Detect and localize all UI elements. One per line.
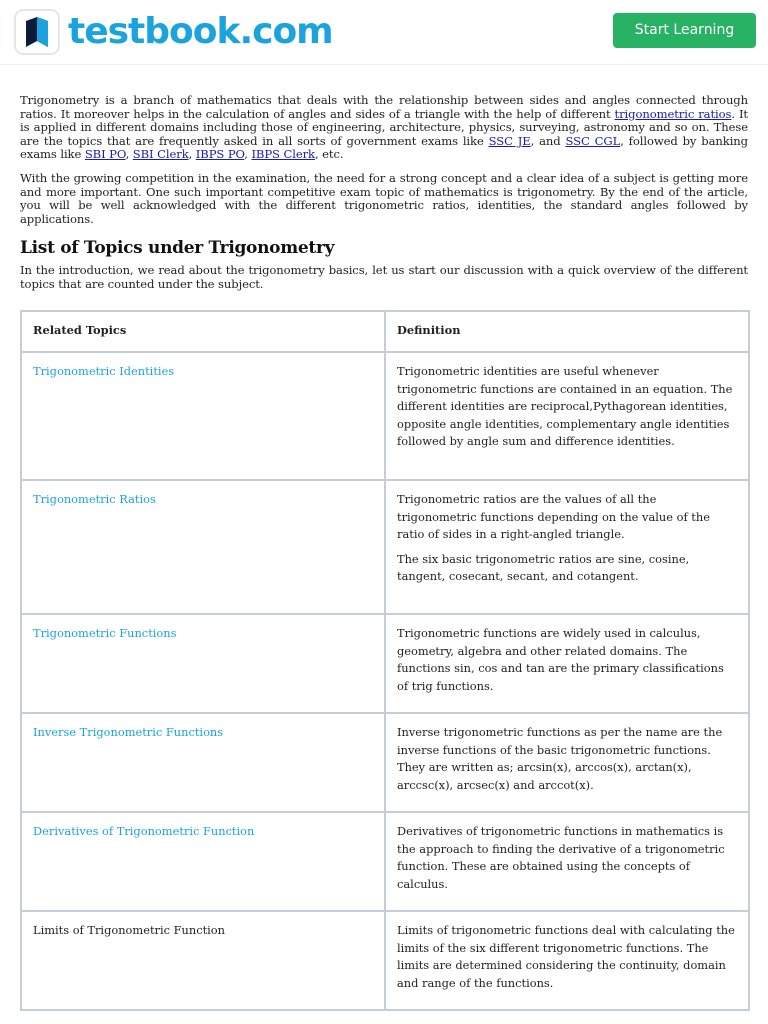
topic-link[interactable]: Inverse Trigonometric Functions	[33, 725, 224, 739]
intro-text: , followed by banking exams like	[20, 133, 748, 162]
intro-text: , etc.	[314, 147, 344, 162]
definition-text: Trigonometric functions are widely used in calculus, geometry, algebra and other related domains. The functions sin, cos and tan are the primary classifications of trig functions.	[397, 626, 724, 693]
topic-cell	[21, 911, 385, 1010]
definition-text: Limits of trigonometric functions deal with calculating the limits of the six different trigonometric functions. The limits are determined considering the continuity, domain and range of the functions.	[397, 923, 735, 990]
topic-cell	[21, 614, 385, 713]
table-row	[21, 352, 749, 480]
table-row	[21, 480, 749, 614]
topic-link[interactable]: Derivatives of Trigonometric Function	[33, 824, 255, 838]
testbook-logo-icon	[14, 9, 60, 55]
definition-text: Inverse trigonometric functions as per the name are the inverse functions of the basic trigonometric functions. They are written as; arcsin(x), arccos(x), arctan(x), arccsc(x), arcsec(x) and arccot(x).	[397, 725, 723, 792]
section-lead: In the introduction, we read about the trigonometry basics, let us start our discussion with a quick overview of the different topics that are counted under the subject.	[20, 263, 748, 291]
separator: ,	[125, 147, 133, 162]
definition-text: Trigonometric identities are useful whenever trigonometric functions are contained in an equation. The different identities are reciprocal,Pythagorean identities, opposite angle identities, complementary angle identities followed by angle sum and difference identities.	[397, 364, 733, 448]
table-header-row	[21, 311, 749, 352]
definition-cell	[385, 911, 749, 1010]
definition-text: Derivatives of trigonometric functions in mathematics is the approach to finding the derivative of a trigonometric function. These are obtained using the concepts of calculus.	[397, 824, 725, 891]
section-heading: List of Topics under Trigonometry	[20, 238, 335, 259]
definition-text: The six basic trigonometric ratios are sine, cosine, tangent, cosecant, secant, and cotangent.	[397, 551, 690, 583]
definition-cell	[385, 352, 749, 480]
topic-cell	[21, 352, 385, 480]
brand-logo[interactable]	[14, 9, 333, 55]
separator: ,	[188, 147, 196, 162]
link-ibps-clerk[interactable]: IBPS Clerk	[251, 147, 315, 162]
intro-text: . It is applied in different domains including those of engineering, architecture, physics, surveying, astronomy and so on. These are the topics that are frequently asked in all sorts of government exams like	[20, 106, 748, 148]
definition-text: Trigonometric ratios are the values of all the trigonometric functions depending on the value of the ratio of sides in a right-angled triangle.	[397, 492, 710, 541]
article-content	[20, 94, 748, 302]
link-ibps-po[interactable]: IBPS PO	[195, 147, 245, 162]
topic-cell	[21, 812, 385, 911]
topic-cell	[21, 480, 385, 614]
topic-link[interactable]: Trigonometric Ratios	[33, 492, 156, 506]
column-header-topics: Related Topics	[21, 311, 385, 352]
topic-link[interactable]: Trigonometric Identities	[33, 364, 175, 378]
definition-cell	[385, 614, 749, 713]
intro-text: Trigonometry is a branch of mathematics that deals with the relationship between sides and angles connected through ratios. It moreover helps in the calculation of angles and sides of a triangle with the help of different	[20, 93, 748, 121]
intro-paragraph-1	[20, 94, 748, 162]
link-ssc-cgl[interactable]: SSC CGL	[565, 133, 621, 148]
column-header-definition: Definition	[385, 311, 749, 352]
link-ssc-je[interactable]: SSC JE	[488, 133, 531, 148]
table-row	[21, 614, 749, 713]
link-sbi-clerk[interactable]: SBI Clerk	[132, 147, 189, 162]
start-learning-button[interactable]: Start Learning	[613, 13, 756, 48]
brand-name: testbook.com	[68, 11, 333, 52]
intro-paragraph-2: With the growing competition in the examination, the need for a strong concept and a clear idea of a subject is getting more and more important. One such important competitive exam topic of mathematics is trigonometry. By the end of the article, you will be well acknowledged with the different trigonometric ratios, identities, the standard angles followed by applications.	[20, 170, 748, 226]
link-sbi-po[interactable]: SBI PO	[84, 147, 126, 162]
intro-text: , and	[530, 133, 566, 148]
separator: ,	[244, 147, 252, 162]
table-row	[21, 911, 749, 1010]
link-trigonometric-ratios[interactable]: trigonometric ratios	[614, 106, 732, 121]
table-body	[21, 352, 749, 1010]
topics-table	[20, 310, 750, 1011]
table-row	[21, 812, 749, 911]
definition-cell	[385, 480, 749, 614]
definition-cell	[385, 812, 749, 911]
topic-link[interactable]: Trigonometric Functions	[33, 626, 177, 640]
site-header	[0, 0, 768, 65]
definition-cell	[385, 713, 749, 812]
topic-cell	[21, 713, 385, 812]
topic-label: Limits of Trigonometric Function	[33, 923, 225, 937]
table-row	[21, 713, 749, 812]
